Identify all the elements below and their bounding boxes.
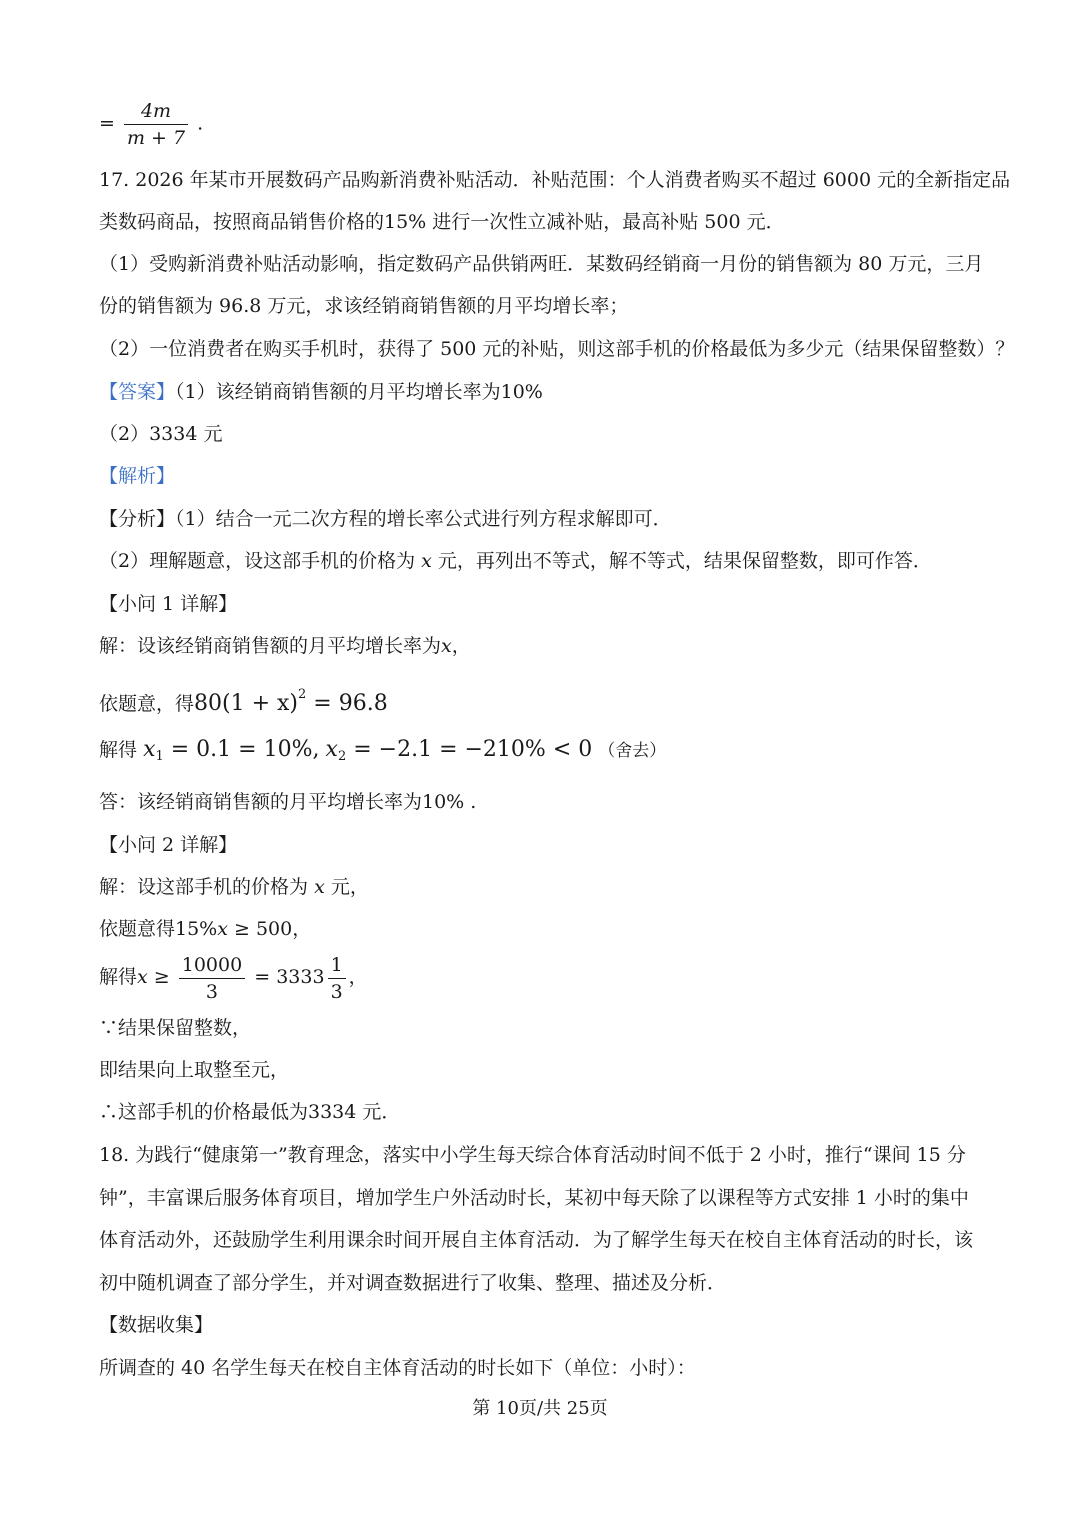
sub2-line-1 (99, 874, 369, 900)
answer-tag: 【答案】 (99, 381, 176, 403)
sub2-line-6: ∴这部手机的价格最低为3334 元． (99, 1101, 401, 1123)
q18-line-2: 钟”，丰富课后服务体育项目，增加学生户外活动时长，某初中每天除了以课程等方式安排 1 小时的集中 (99, 1187, 969, 1209)
answer-line-1 (99, 379, 543, 405)
fraction-numerator: 1 (328, 954, 346, 979)
q17-part1-line-2: 份的销售额为 96.8 万元，求该经销商销售额的月平均增长率； (99, 295, 629, 317)
q17-line-2: 类数码商品，按照商品销售价格的15% 进行一次性立减补贴，最高补贴 500 元． (99, 211, 785, 233)
fraction-denominator: 3 (330, 980, 343, 1003)
q17-part1-line-1: （1）受购新消费补贴活动影响，指定数码产品供销两旺．某数码经销商一月份的销售额为 80 万元，三月 (99, 253, 984, 275)
sub2-line-4: ∵结果保留整数， (99, 1017, 252, 1039)
sub1-line-4: 答：该经销商销售额的月平均增长率为10% . (99, 791, 477, 813)
sub2-text-2a: 依题意得15% (99, 918, 218, 940)
fraction (124, 100, 188, 149)
fraction-numerator: 4m (124, 100, 188, 125)
fenxi-line-2 (99, 548, 932, 574)
sub1-line-3 (99, 737, 666, 770)
fraction-denominator: 3 (205, 980, 219, 1003)
sub2-text-1b: 元， (330, 876, 369, 898)
formula-period: . (197, 112, 204, 135)
fenxi-text-2b: 元，再列出不等式，解不等式，结果保留整数，即可作答． (437, 550, 932, 572)
sub1-line-2 (99, 682, 388, 717)
fenxi-tag: 【分析】 (99, 508, 176, 530)
subscript-2: 2 (337, 749, 347, 764)
sub2-title: 【小问 2 详解】 (99, 834, 238, 856)
formula-eq: = (99, 112, 115, 135)
q18-line-1: 18. 为践行“健康第一”教育理念，落实中小学生每天综合体育活动时间不低于 2 小时，推行“课间 15 分 (99, 1144, 966, 1166)
sub1-text-1a: 解：设该经销商销售额的月平均增长率为 (99, 635, 442, 657)
sub2-text-3end: ， (348, 966, 368, 988)
mixed-number-whole: = 3333 (248, 966, 325, 988)
sub2-text-2b: ≥ 500， (227, 918, 312, 940)
variable-x: x (421, 550, 432, 572)
answer-text-1: （1）该经销商销售额的月平均增长率为10% (175, 381, 543, 403)
equation-result: = 96.8 (306, 691, 388, 716)
subscript-1: 1 (155, 749, 164, 764)
analysis-tag: 【解析】 (99, 465, 176, 487)
variable-x2: x (325, 737, 338, 762)
variable-x: x (137, 966, 148, 988)
sub2-line-3 (99, 952, 368, 1003)
solution-1: = 0.1 = 10%, (163, 737, 320, 762)
q18-line-4: 初中随机调查了部分学生，并对调查数据进行了收集、整理、描述及分析． (99, 1272, 727, 1294)
sub2-text-1a: 解：设这部手机的价格为 (99, 876, 309, 898)
variable-x1: x (143, 737, 156, 762)
sub1-text-2a: 依题意，得 (99, 693, 195, 715)
fraction-1-3 (328, 954, 346, 1003)
fenxi-text-2a: （2）理解题意，设这部手机的价格为 (99, 550, 416, 572)
sub2-line-2 (99, 916, 311, 942)
sub1-line-1 (99, 633, 471, 659)
sub2-line-5: 即结果向上取整至元， (99, 1059, 290, 1081)
fraction-10000-3 (179, 954, 245, 1003)
sub1-text-1b: ， (451, 635, 471, 657)
fenxi-text-1: （1）结合一元二次方程的增长率公式进行列方程求解即可． (175, 508, 672, 530)
variable-x: x (441, 635, 452, 657)
fenxi-line-1 (99, 506, 672, 532)
data-collection-tag: 【数据收集】 (99, 1314, 214, 1336)
fraction-denominator: m + 7 (126, 127, 186, 149)
answer-line-2: （2）3334 元 (99, 423, 223, 445)
sub1-text-3a: 解得 (99, 739, 138, 761)
sub2-text-3a: 解得 (99, 966, 138, 988)
variable-x: x (314, 876, 325, 898)
solution-2: = −2.1 = −210% < 0 (346, 737, 593, 762)
equation-exponent: 2 (298, 687, 307, 702)
sub1-title: 【小问 1 详解】 (99, 593, 238, 615)
equation-expression: 80(1 + x) (194, 691, 298, 716)
data-collection-text: 所调查的 40 名学生每天在校自主体育活动的时长如下（单位：小时）： (99, 1357, 696, 1379)
variable-x: x (217, 918, 228, 940)
formula-top (99, 100, 203, 149)
page-number: 第 10页/共 25页 (472, 1398, 608, 1419)
fraction-numerator: 10000 (179, 954, 245, 979)
q17-part2: （2）一位消费者在购买手机时，获得了 500 元的补贴，则这部手机的价格最低为多少元（结果保留整数）？ (99, 338, 1015, 360)
ge-sign: ≥ (147, 966, 170, 988)
q17-line-1: 17. 2026 年某市开展数码产品购新消费补贴活动．补贴范围：个人消费者购买不超过 6000 元的全新指定品 (99, 169, 1011, 191)
discard-note: （舍去） (598, 741, 667, 761)
q18-line-3: 体育活动外，还鼓励学生利用课余时间开展自主体育活动．为了解学生每天在校自主体育活动的时长，该 (99, 1229, 974, 1251)
